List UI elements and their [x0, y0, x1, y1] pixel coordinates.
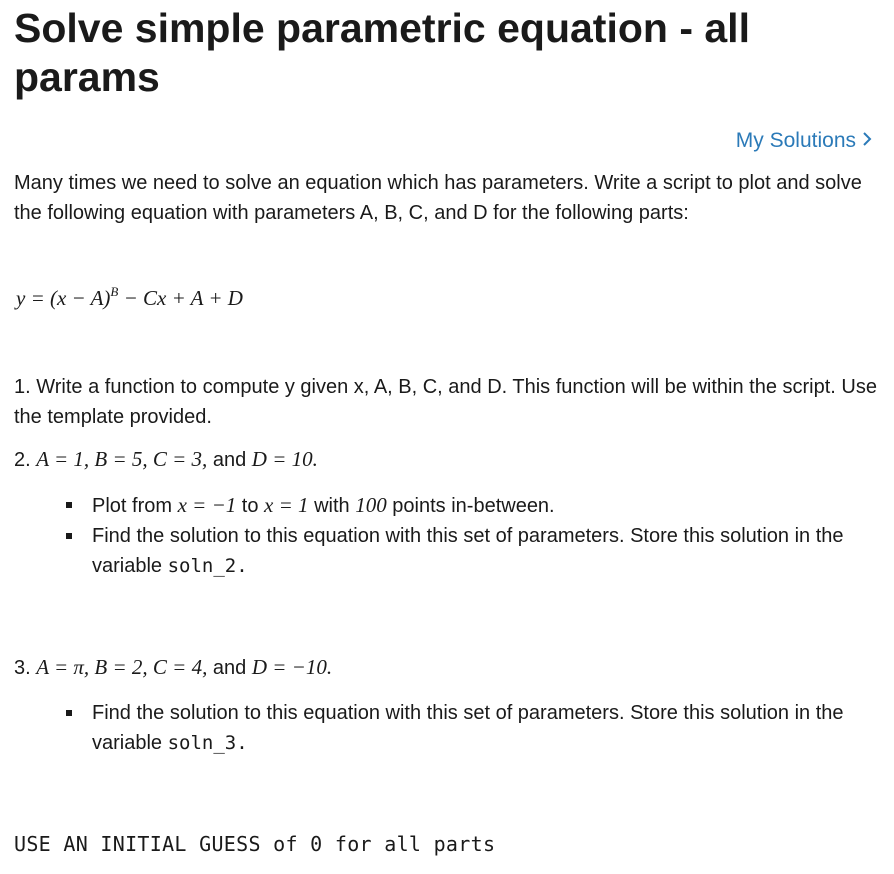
initial-guess-note: USE AN INITIAL GUESS of 0 for all parts [14, 832, 496, 856]
part-3-number: 3. [14, 657, 37, 679]
equation-exponent: B [110, 284, 119, 299]
plot-to: to [236, 495, 265, 517]
find-text: Find the solution to this equation with this set of parameters. Store this solution in the variable [92, 702, 844, 754]
my-solutions-label: My Solutions [735, 129, 856, 152]
plot-start: x = −1 [177, 493, 237, 517]
part-3-params: A = π, B = 2, C = 4, [36, 655, 208, 679]
plot-end: x = 1 [264, 493, 309, 517]
find-period: . [236, 555, 248, 577]
part-2-number: 2. [14, 449, 37, 471]
part-3-param-d: D = −10 [251, 655, 327, 679]
bullet-icon [66, 533, 72, 539]
plot-count: 100 [355, 493, 387, 517]
equation-lhs: y = (x − A) [16, 286, 111, 310]
part-3-and: and [207, 657, 252, 679]
part-2-param-d: D = 10 [251, 447, 313, 471]
part-3-heading [14, 652, 332, 683]
equation [16, 284, 243, 311]
page-title: Solve simple parametric equation - all params [14, 5, 750, 100]
part-1: 1. Write a function to compute y given x, A, B, C, and D. This function will be within the script. Use the template provided. [14, 376, 877, 428]
list-item [66, 698, 866, 758]
part-2-list [66, 490, 866, 581]
find-text: Find the solution to this equation with this set of parameters. Store this solution in the variable [92, 525, 844, 577]
find-period: . [236, 732, 248, 754]
plot-with: with [308, 495, 356, 517]
list-item [66, 490, 866, 521]
part-2-period: . [312, 447, 318, 471]
variable-name: soln_2 [167, 555, 237, 577]
part-2-params: A = 1, B = 5, C = 3, [36, 447, 208, 471]
part-2-and: and [207, 449, 252, 471]
variable-name: soln_3 [167, 732, 237, 754]
part-3-period: . [326, 655, 333, 679]
list-item [66, 521, 866, 581]
part-3-list [66, 698, 866, 758]
bullet-icon [66, 710, 72, 716]
intro-paragraph: Many times we need to solve an equation which has parameters. Write a script to plot and solve the following equation with parameters A, B, C, and D for the following parts: [14, 172, 862, 224]
plot-tail: points in-between. [386, 495, 555, 517]
bullet-icon [66, 502, 72, 508]
my-solutions-link[interactable] [736, 128, 872, 154]
equation-rhs: − Cx + A + D [118, 286, 243, 310]
part-2-heading [14, 444, 318, 475]
plot-text: Plot from [92, 495, 178, 517]
chevron-right-icon [862, 128, 872, 154]
